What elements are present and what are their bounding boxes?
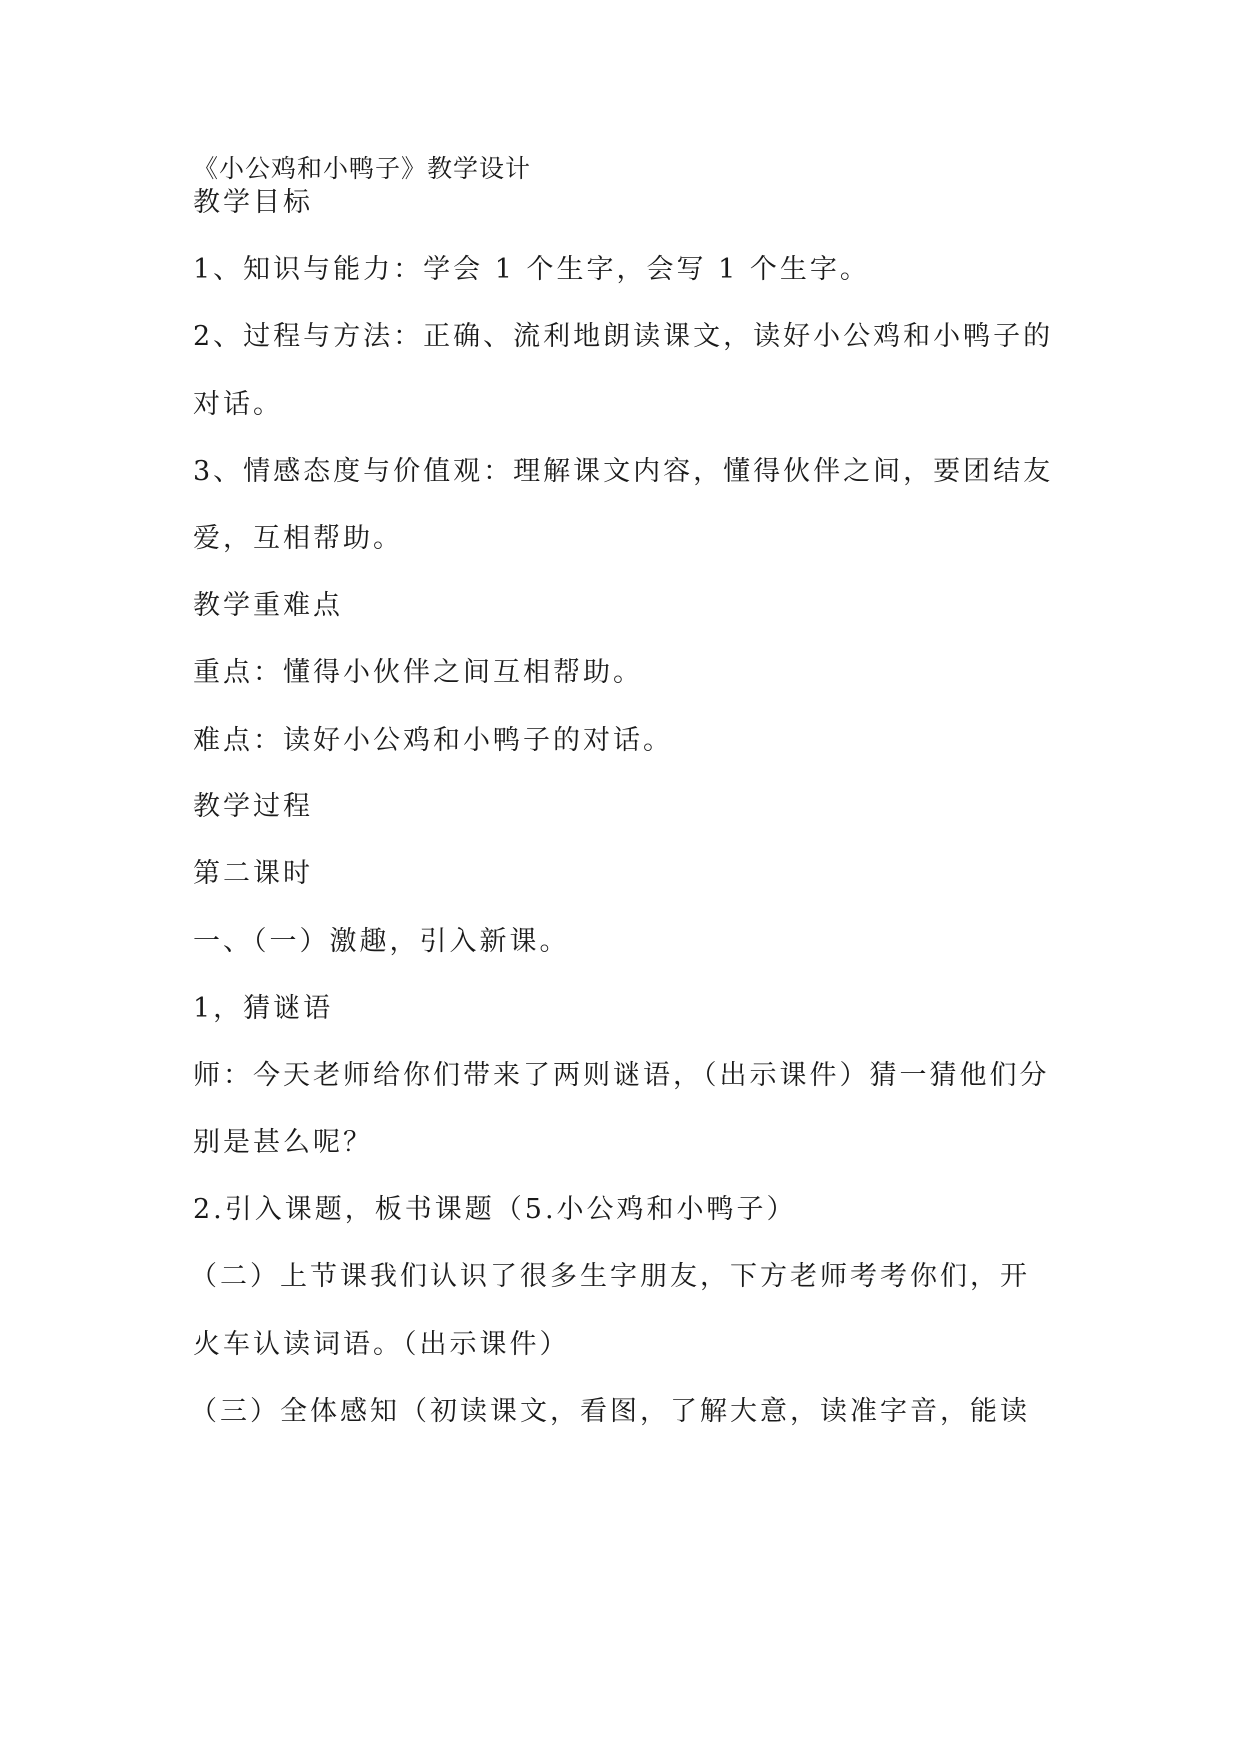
goal-item-3: 3、情感态度与价值观：理解课文内容，懂得伙伴之间，要团结友 (193, 456, 1054, 487)
section-3: （三）全体感知（初读课文，看图，了解大意，读准字音，能读 (190, 1396, 1030, 1427)
teacher-dialogue: 师：今天老师给你们带来了两则谜语，（出示课件）猜一猜他们分 (193, 1060, 1050, 1091)
heading-teaching-process: 教学过程 (193, 791, 313, 822)
lesson-period: 第二课时 (193, 858, 313, 889)
difficult-point: 难点：读好小公鸡和小鸭子的对话。 (193, 725, 673, 756)
goal-item-2-cont: 对话。 (193, 389, 283, 420)
teacher-dialogue-cont: 别是甚么呢？ (193, 1127, 373, 1158)
step-introduce-title: 2.引入课题，板书课题（5.小公鸡和小鸭子） (193, 1194, 797, 1225)
section-2-cont: 火车认读词语。（出示课件） (193, 1329, 570, 1360)
section-2: （二）上节课我们认识了很多生字朋友，下方老师考考你们，开 (190, 1261, 1030, 1292)
heading-teaching-goals: 教学目标 (193, 187, 313, 218)
heading-key-points: 教学重难点 (193, 590, 343, 621)
step-riddle: 1，猜谜语 (193, 993, 334, 1024)
key-point: 重点：懂得小伙伴之间互相帮助。 (193, 657, 643, 688)
goal-item-2: 2、过程与方法：正确、流利地朗读课文，读好小公鸡和小鸭子的 (193, 321, 1054, 352)
section-1-intro: 一、（一）激趣，引入新课。 (193, 926, 570, 957)
goal-item-1: 1、知识与能力：学会 1 个生字，会写 1 个生字。 (193, 254, 870, 285)
goal-item-3-cont: 爱，互相帮助。 (193, 523, 403, 554)
document-title: 《小公鸡和小鸭子》教学设计 (193, 154, 532, 183)
